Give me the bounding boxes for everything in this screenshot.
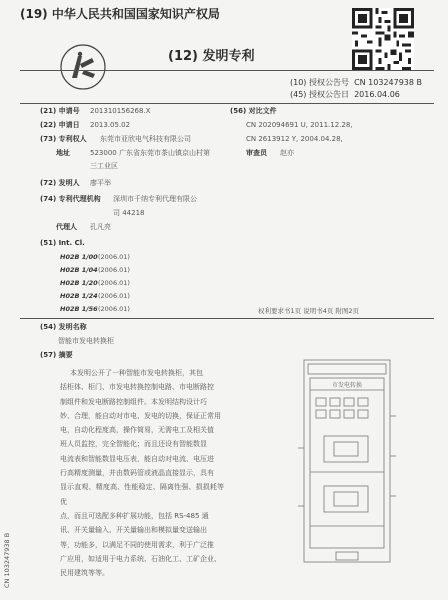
qr-code-icon — [352, 8, 414, 70]
applicant: 东莞市亚欣电气科技有限公司 — [100, 135, 191, 143]
document-type: (12) 发明专利 — [168, 49, 255, 64]
bibliographic-rule — [20, 103, 434, 104]
invention-title: 智能市发电转换柜 — [58, 337, 114, 345]
cabinet-top-frame — [308, 364, 386, 374]
abstract-line: 民用建筑等等。 — [60, 569, 109, 578]
abstract-line: 妙、合理，能自动对市电、发电的切换，保证正常用 — [60, 411, 221, 420]
publication-date-label: (45) 授权公告日 — [290, 90, 349, 99]
figure-panel-label: 市发电转换 — [331, 382, 363, 389]
application-date-label: (22) 申请日 — [40, 121, 80, 129]
abstract-line: 括柜体、柜门、市发电转换控制电路、市电断路控 — [60, 383, 214, 392]
application-date: 2013.05.02 — [90, 121, 131, 129]
sipo-logo-icon — [58, 42, 108, 92]
int-cl-code: H02B 1/56 — [60, 305, 98, 313]
abstract-label: (57) 摘要 — [40, 351, 73, 359]
abstract-line: 点，而且可选配多种扩展功能，包括 RS-485 通 — [60, 511, 209, 520]
page-count-line: 权利要求书1页 说明书4页 附图2页 — [258, 307, 360, 315]
meter-box — [330, 410, 340, 418]
abstract-line: 讯、开关量输入、开关量输出和模拟量变送输出 — [60, 526, 207, 535]
abstract-line: 电流表和智能数显电压表，能自动对电流、电压进 — [60, 454, 214, 463]
agency-line-2: 司 44218 — [113, 209, 145, 217]
references-label: (56) 对比文件 — [230, 107, 277, 115]
meter-box — [330, 398, 340, 406]
abstract-line: 制组件和发电断路控制组件。本发明结构设计巧 — [60, 397, 207, 406]
publication-number-value: CN 103247938 B — [354, 78, 423, 87]
inventor: 廖平举 — [90, 179, 111, 187]
publication-number-label: (10) 授权公告号 — [290, 78, 349, 87]
abstract-line: 本发明公开了一种智能市发电转换柜，其包 — [70, 369, 203, 377]
meter-box — [344, 398, 354, 406]
abstract-line: 等，功能多，以满足不同的使用需求，利于广泛推 — [60, 540, 214, 549]
breaker-box — [324, 486, 368, 512]
cabinet-inner-frame — [310, 378, 384, 548]
address-line-2: 三工业区 — [90, 162, 118, 170]
meter-box — [358, 398, 368, 406]
applicant-label: (73) 专利权人 — [40, 135, 87, 143]
application-number-label: (21) 申请号 — [40, 107, 80, 115]
examiner: 赵亦 — [280, 149, 294, 157]
int-cl-code: H02B 1/00 — [60, 253, 98, 261]
application-number: 201310156268.X — [90, 107, 151, 115]
agency-label: (74) 专利代理机构 — [40, 195, 101, 203]
abstract-line: 电，自动化程度高，操作简易，无需电工及相关值 — [60, 426, 214, 435]
meter-box — [358, 410, 368, 418]
int-cl-year: (2006.01) — [98, 305, 130, 313]
publication-number — [290, 79, 422, 87]
agent: 孔凡亮 — [90, 223, 111, 231]
examiner-label: 审查员 — [246, 149, 267, 157]
int-cl-code: H02B 1/20 — [60, 279, 98, 287]
patent-office-name: (19) 中华人民共和国国家知识产权局 — [20, 7, 220, 21]
int-cl-year: (2006.01) — [98, 279, 130, 287]
title-rule — [20, 318, 434, 319]
int-cl-year: (2006.01) — [98, 292, 130, 300]
meter-box — [316, 410, 326, 418]
reference-item: CN 2613912 Y, 2004.04.28, — [246, 135, 343, 143]
meter-box — [344, 410, 354, 418]
int-cl-code: H02B 1/24 — [60, 292, 98, 300]
inventor-label: (72) 发明人 — [40, 179, 80, 187]
breaker-box — [324, 436, 368, 462]
side-publication-number: CN 103247938 B — [3, 532, 11, 588]
abstract-line: 广应用，如适用于电力系统、石油化工、工矿企业、 — [60, 554, 221, 563]
address-label: 地址 — [56, 149, 70, 157]
cabinet-figure — [296, 356, 398, 566]
abstract-line: 班人员监控，完全智能化；而且还设有智能数显 — [60, 440, 207, 449]
header-rule — [20, 70, 434, 71]
abstract-text — [60, 366, 224, 580]
int-cl-year: (2006.01) — [98, 266, 130, 274]
int-cl-year: (2006.01) — [98, 253, 130, 261]
agent-label: 代理人 — [56, 223, 77, 231]
meter-box — [316, 398, 326, 406]
publication-date-value: 2016.04.06 — [354, 90, 400, 99]
title-label: (54) 发明名称 — [40, 323, 87, 331]
int-cl-label: (51) Int. Cl. — [40, 239, 85, 247]
reference-item: CN 202094691 U, 2011.12.28, — [246, 121, 353, 129]
int-cl-code: H02B 1/04 — [60, 266, 98, 274]
agency-line-1: 深圳市千纳专利代理有限公 — [113, 195, 197, 203]
address-line-1: 523000 广东省东莞市茶山镇京山村第 — [90, 149, 210, 157]
abstract-line: 行高精度测量，并由数码管或液晶直接显示，具有 — [60, 469, 214, 478]
abstract-line: 显示直观、精度高、性能稳定、隔离性强、损损耗等优 — [60, 483, 224, 506]
publication-date — [290, 91, 400, 99]
